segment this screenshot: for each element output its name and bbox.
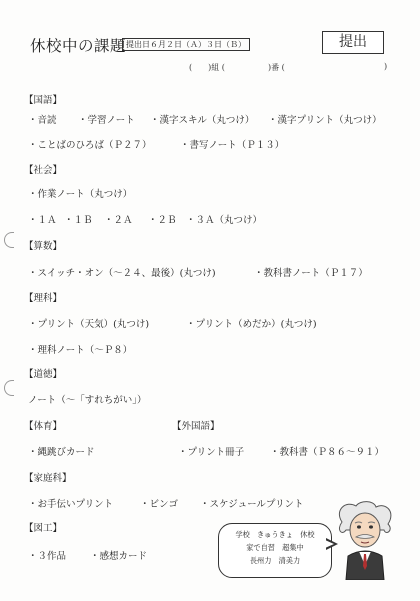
list-item: ・理科ノート（〜Ｐ８） [28, 345, 133, 356]
list-item: ・１Ｂ [64, 215, 93, 226]
list-item: ・プリント（天気）(丸つけ) [28, 319, 150, 330]
list-item: ・スケジュールプリント [200, 499, 304, 510]
bubble-line-2: 家で自習 超集中 [246, 543, 304, 552]
section-rika: 【理科】 [24, 293, 63, 304]
list-item: ノート（〜「すれちがい」） [28, 395, 147, 406]
section-kateika: 【家庭科】 [24, 473, 72, 484]
list-item: ・書写ノート（Ｐ１３） [180, 140, 285, 151]
list-item: ・音読 [28, 115, 57, 126]
speech-bubble-tail-inner [325, 540, 334, 548]
list-item: ・２Ａ [104, 215, 133, 226]
list-item: ・プリント冊子 [178, 447, 245, 458]
punch-hole [4, 380, 14, 396]
number-field: )番 ( [268, 63, 285, 72]
page-title: 休校中の課題 [30, 37, 127, 55]
list-item: ・漢字プリント（丸つけ） [268, 115, 382, 126]
list-item: ・漢字スキル（丸つけ） [150, 115, 255, 126]
list-item: ・作業ノート（丸つけ） [28, 189, 133, 200]
section-kokugo: 【国語】 [24, 95, 63, 106]
list-item: ・お手伝いプリント [28, 499, 114, 510]
section-shakai: 【社会】 [24, 165, 63, 176]
list-item: ・縄跳びカード [28, 447, 95, 458]
section-gaikokugo: 【外国語】 [172, 421, 220, 432]
list-item: ・感想カード [90, 551, 148, 562]
list-item: ・プリント（めだか）(丸つけ) [186, 319, 317, 330]
list-item: ・教科書（Ｐ８６〜９１） [270, 447, 385, 458]
due-date: 提出日６月２日（Ａ）３日（Ｂ） [122, 38, 250, 51]
submit-label-box: 提出 [322, 31, 384, 54]
bubble-line-1: 学校 きゅうきょ 休校 [235, 530, 315, 539]
punch-hole [4, 232, 14, 248]
name-field-end: ) [384, 62, 388, 71]
list-item: ・スイッチ・オン（〜２４、最後）(丸つけ) [28, 268, 216, 279]
scientist-illustration [334, 500, 396, 580]
list-item: ・ことばのひろば（Ｐ２７） [28, 140, 152, 151]
list-item: ・学習ノート [78, 115, 135, 126]
section-zuko: 【図工】 [24, 523, 63, 534]
bubble-line-3: 長州力 清美力 [249, 556, 301, 565]
section-dotoku: 【道徳】 [24, 369, 63, 380]
list-item: ・３Ａ（丸つけ） [186, 215, 263, 226]
list-item: ・３作品 [28, 551, 67, 562]
list-item: ・ビンゴ [140, 499, 179, 510]
section-sansu: 【算数】 [24, 241, 63, 252]
class-field: ( )組 ( [189, 63, 225, 72]
list-item: ・教科書ノート（Ｐ１７） [254, 268, 368, 279]
list-item: ・２Ｂ [148, 215, 177, 226]
section-taiiku: 【体育】 [24, 421, 63, 432]
speech-bubble [218, 523, 332, 578]
list-item: ・１Ａ [28, 215, 57, 226]
